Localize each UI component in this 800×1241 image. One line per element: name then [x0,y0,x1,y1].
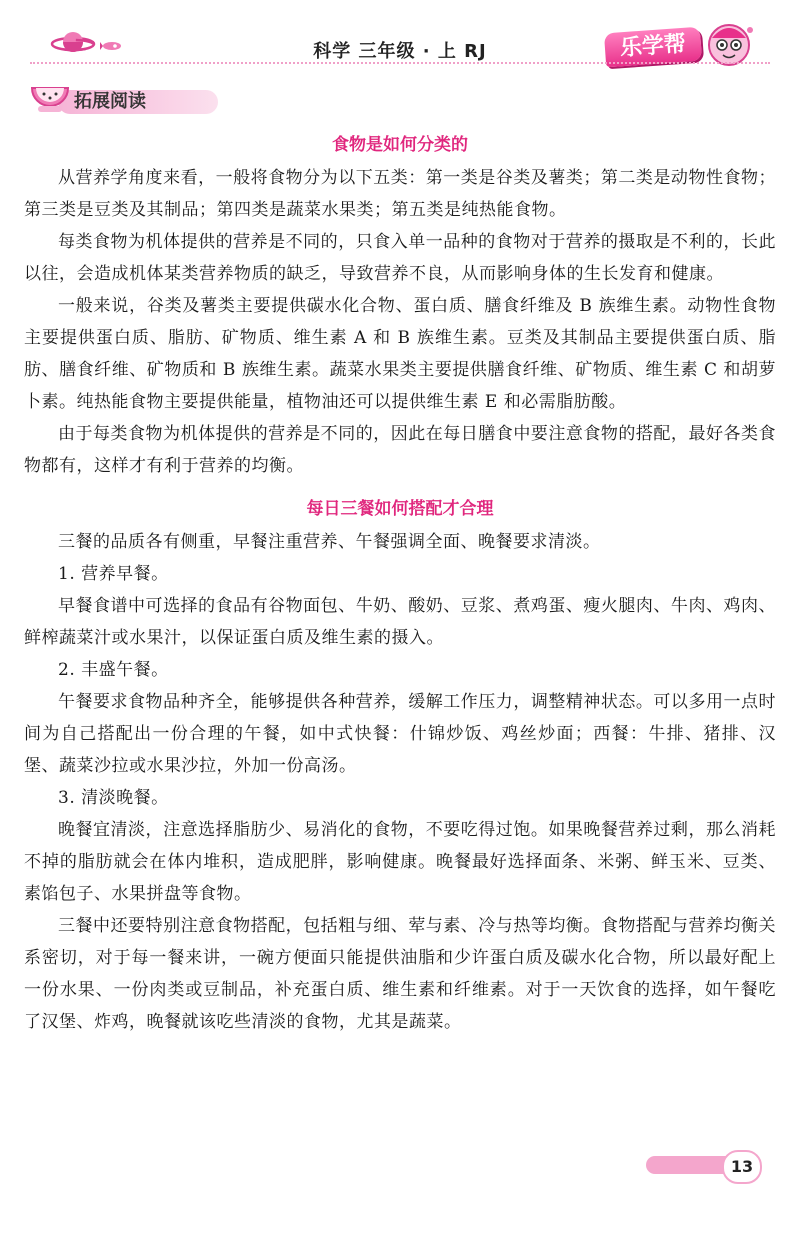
watermelon-icon [30,82,70,118]
paragraph: 晚餐宜清淡，注意选择脂肪少、易消化的食物，不要吃得过饱。如果晚餐营养过剩，那么消耗不掉的脂肪就会在体内堆积，造成肥胖，影响健康。晚餐最好选择面条、米粥、鲜玉米、豆类、素馅包子、水果拼盘等食物。 [24,820,776,904]
list-heading: 3. 清淡晚餐。 [58,788,169,808]
mascot-icon [700,18,758,68]
list-heading: 1. 营养早餐。 [58,564,169,584]
book-title: 科学 三年级 · 上 RJ [313,41,487,62]
page-header [0,0,800,75]
paragraph: 三餐的品质各有侧重，早餐注重营养、午餐强调全面、晚餐要求清淡。 [58,532,601,552]
section-tag [30,80,200,120]
article-content [24,128,776,1038]
paragraph: 三餐中还要特别注意食物搭配，包括粗与细、荤与素、冷与热等均衡。食物搭配与营养均衡关系密切，对于每一餐来讲，一碗方便面只能提供油脂和少许蛋白质及碳水化合物，所以最好配上一份水果、一份肉类或豆制品，补充蛋白质、维生素和纤维素。对于一天饮食的选择，如午餐吃了汉堡、炸鸡，晚餐就该吃些清淡的食物，尤其是蔬菜。 [24,916,776,1032]
page-number: 13 [722,1150,762,1184]
paragraph: 由于每类食物为机体提供的营养是不同的，因此在每日膳食中要注意食物的搭配，最好各类食物都有，这样才有利于营养的均衡。 [24,424,776,476]
paragraph: 早餐食谱中可选择的食品有谷物面包、牛奶、酸奶、豆浆、煮鸡蛋、瘦火腿肉、牛肉、鸡肉、鲜榨蔬菜汁或水果汁，以保证蛋白质及维生素的摄入。 [24,596,776,648]
paragraph: 从营养学角度来看，一般将食物分为以下五类：第一类是谷类及薯类；第二类是动物性食物；第三类是豆类及其制品；第四类是蔬菜水果类；第五类是纯热能食物。 [24,168,776,220]
brand-logo: 乐学帮 [604,27,702,68]
article-title-2: 每日三餐如何搭配才合理 [306,499,494,519]
header-divider [30,62,770,64]
list-heading: 2. 丰盛午餐。 [58,660,169,680]
paragraph: 午餐要求食物品种齐全，能够提供各种营养，缓解工作压力，调整精神状态。可以多用一点时间为自己搭配出一份合理的午餐，如中式快餐：什锦炒饭、鸡丝炒面；西餐：牛排、猪排、汉堡、蔬菜沙拉或水果沙拉，外加一份高汤。 [24,692,776,776]
paragraph: 一般来说，谷类及薯类主要提供碳水化合物、蛋白质、膳食纤维及 B 族维生素。动物性食物主要提供蛋白质、脂肪、矿物质、维生素 A 和 B 族维生素。豆类及其制品主要提供蛋白质、脂肪、膳食纤维、矿物质和 B 族维生素。蔬菜水果类主要提供膳食纤维、矿物质、维生素 C 和胡萝卜素。纯热能食物主要提供能量，植物油还可以提供维生素 E 和必需脂肪酸。 [24,296,776,412]
section-tag-label: 拓展阅读 [74,91,146,112]
article-title-1: 食物是如何分类的 [332,135,468,155]
paragraph: 每类食物为机体提供的营养是不同的，只食入单一品种的食物对于营养的摄取是不利的，长此以往，会造成机体某类营养物质的缺乏，导致营养不良，从而影响身体的生长发育和健康。 [24,232,776,284]
